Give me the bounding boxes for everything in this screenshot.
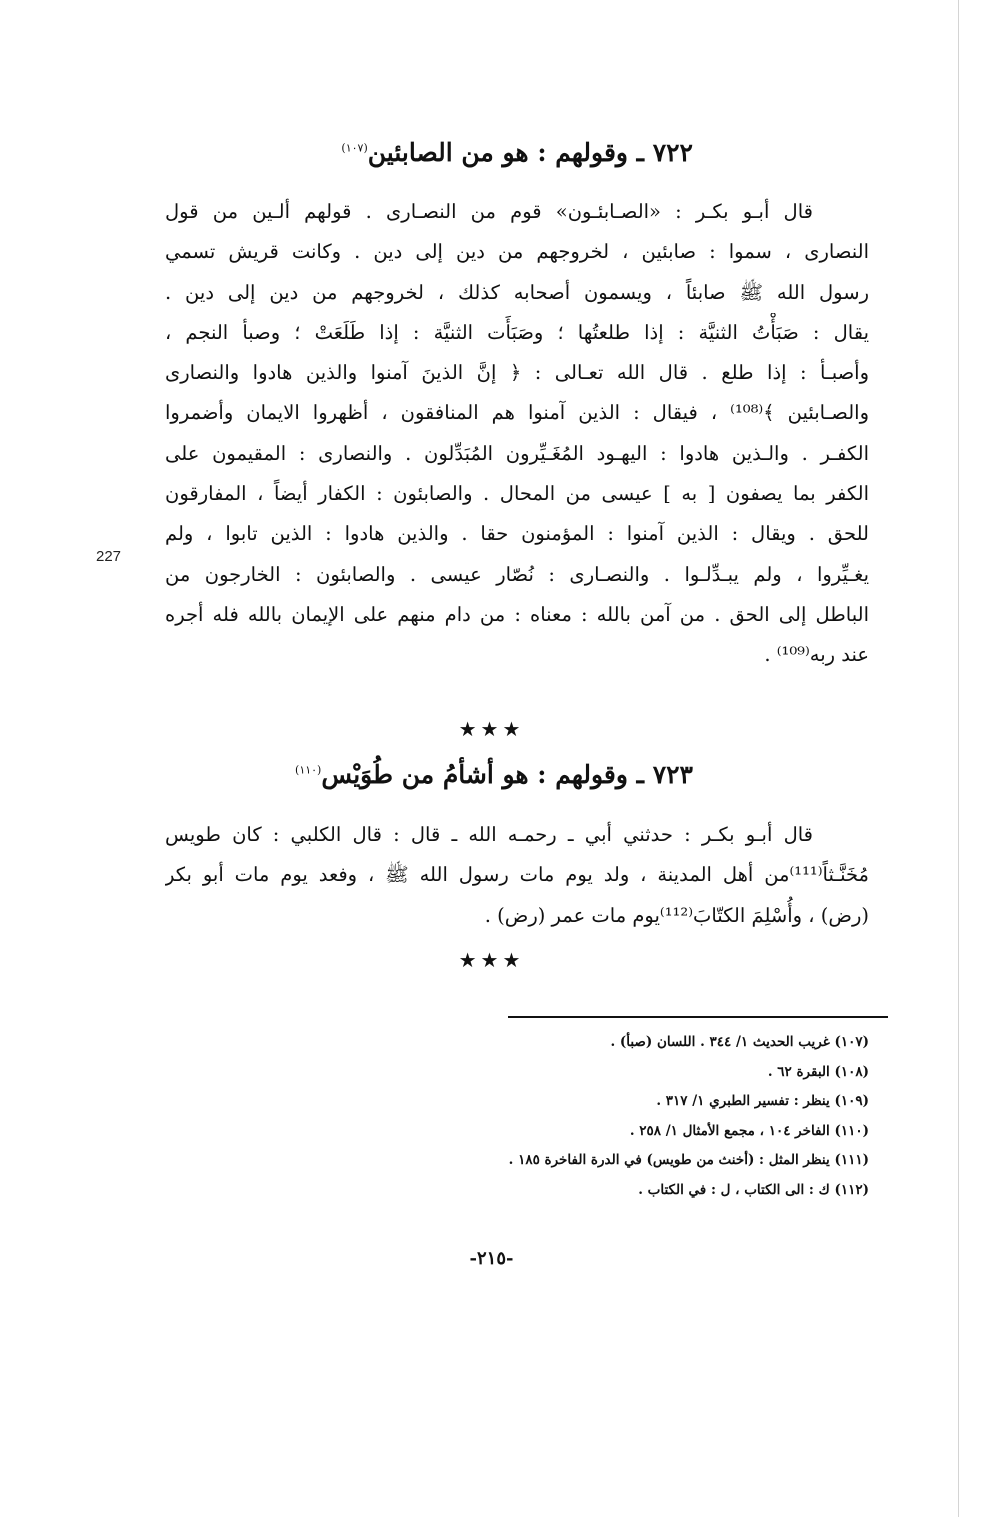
margin-page-number: 227 xyxy=(96,548,122,565)
entry-723-heading xyxy=(133,760,693,789)
section-separator-stars: ★★★ xyxy=(458,717,525,741)
entry-722-body xyxy=(165,192,869,676)
text-line: الكفـر . والـذين هادوا : اليهـود المُغَـيِّرون المُبَدِّلون . والنصارى : المقيمون على xyxy=(165,441,869,465)
text-line: يغـيِّروا ، ولم يبـدِّلـوا . والنصـارى : نُصّار عيسى . والصابئون : الخارجون من xyxy=(165,562,869,586)
scan-edge-line xyxy=(958,0,959,1517)
text-line: للحق . ويقال : الذين آمنوا : المؤمنون حقا . والذين هادوا : الذين تابوا ، ولم xyxy=(165,522,869,546)
text-line: رسول الله ﷺ صابئاً ، ويسمون أصحابه كذلك ، لخروجهم من دين إلى دين . xyxy=(165,280,869,304)
footnotes xyxy=(349,1028,869,1205)
entry-722-heading xyxy=(133,138,693,167)
entry-723-heading-ref: (١١٠) xyxy=(295,763,322,777)
footnote: (١٠٧) غريب الحديث ١/ ٣٤٤ . اللسان (صبأ) . xyxy=(610,1034,869,1050)
text-line: النصارى ، سموا : صابئين ، لخروجهم من دين إلى دين . وكانت قريش تسمي xyxy=(165,240,869,264)
text-line: والصـابئين ﴾⁽¹⁰⁸⁾ ، فيقال : الذين آمنوا هم المنافقون ، أظهروا الايمان وأضمروا xyxy=(165,401,869,425)
entry-723-heading-text: ٧٢٣ ـ وقولهم : هو أشأمُ من طُوَيْس xyxy=(321,760,693,789)
footnote: (١٠٩) ينظر : تفسير الطبري ١/ ٣١٧ . xyxy=(656,1093,869,1109)
text-line: الباطل إلى الحق . من آمن بالله : معناه : من دام منهم على الإيمان بالله فله أجره xyxy=(165,602,869,626)
footnote: (١٠٨) البقرة ٦٢ . xyxy=(767,1063,869,1080)
text-line: وأصبـأ : إذا طلع . قال الله تعـالى : ﴿ إنَّ الذينَ آمنوا والذين هادوا والنصارى xyxy=(165,361,869,385)
entry-722-heading-ref: (١٠٧) xyxy=(341,141,368,155)
text-line: الكفر بما يصفون [ به ] عيسى من المحال . والصابئون : الكفار أيضاً ، المفارقون xyxy=(165,482,869,506)
entry-722-heading-text: ٧٢٢ ـ وقولهم : هو من الصابئين xyxy=(367,138,693,167)
footnote-rule xyxy=(508,1016,888,1018)
text-line: عند ربه⁽¹⁰⁹⁾ . xyxy=(764,643,869,667)
page-number: -٢١٥- xyxy=(469,1248,514,1269)
text-line: مُخَنَّـثاً⁽¹¹¹⁾من أهل المدينة ، ولد يوم مات رسول الله ﷺ ، وفعد يوم مات أبو بكر xyxy=(165,863,869,887)
text-line: قال أبـو بكـر : حدثني أبي ـ رحمـه الله ـ قال : قال الكلبي : كان طويس xyxy=(165,823,813,846)
footnote: (١١٠) الفاخر ١٠٤ ، مجمع الأمثال ١/ ٢٥٨ . xyxy=(629,1122,869,1139)
entry-723-body xyxy=(165,815,869,936)
text-line: (رض) ، وأُسْلِمَ الكتّابَ⁽¹¹²⁾يوم مات عمر (رض) . xyxy=(484,903,869,927)
footnote: (١١٢) ك : الى الكتاب ، ل : في الكتاب . xyxy=(638,1181,869,1198)
text-line: قال أبـو بكـر : «الصـابئـون» قوم من النصـارى . قولهم ألـين من قول xyxy=(165,200,813,223)
section-separator-stars: ★★★ xyxy=(458,948,525,972)
footnote: (١١١) ينظر المثل : (أخنث من طويس) في الدرة الفاخرة ١٨٥ . xyxy=(508,1152,869,1168)
text-line: يقال : صَبَأْتُ الثنيَّة : إذا طلعتُها ؛ وصَبَأَت الثنيَّة : إذا طَلَعَتْ ؛ وصبأ النجم ، xyxy=(165,320,869,344)
